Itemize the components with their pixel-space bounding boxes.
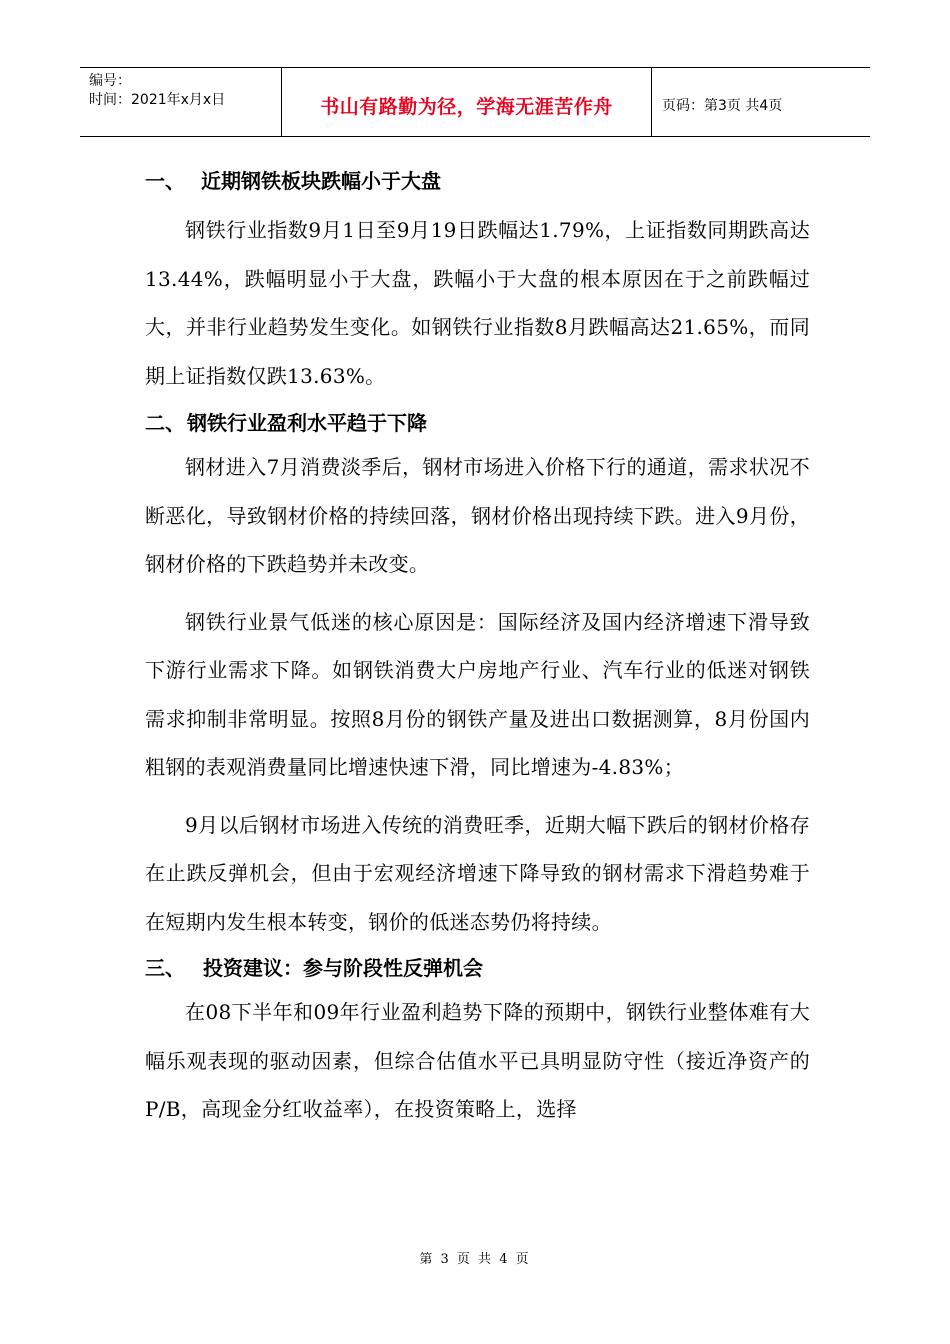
paragraph: 钢铁行业指数9月1日至9月19日跌幅达1.79%，上证指数同期跌高达13.44%，跌幅明显小于大盘，跌幅小于大盘的根本原因在于之前跌幅过大，并非行业趋势发生变化。如钢铁行业指数8月跌幅高达21.65%，而同期上证指数仅跌13.63%。 xyxy=(145,218,810,388)
section-heading-1 xyxy=(145,166,810,196)
section-number: 二、 xyxy=(145,411,185,435)
section-number: 三、 xyxy=(145,956,185,980)
header-motto-cell xyxy=(282,68,652,136)
section-heading-2 xyxy=(145,408,810,438)
paragraph: 9月以后钢材市场进入传统的消费旺季，近期大幅下跌后的钢材价格存在止跌反弹机会，但由于宏观经济增速下降导致的钢材需求下滑趋势难于在短期内发生根本转变，钢价的低迷态势仍将持续。 xyxy=(145,812,810,934)
paragraph: 在08下半年和09年行业盈利趋势下降的预期中，钢铁行业整体难有大幅乐观表现的驱动因素，但综合估值水平已具明显防守性（接近净资产的P/B，高现金分红收益率），在投资策略上，选择 xyxy=(145,1000,810,1121)
paragraph: 钢材进入7月消费淡季后，钢材市场进入价格下行的通道，需求状况不断恶化，导致钢材价格的持续回落，钢材价格出现持续下跌。进入9月份，钢材价格的下跌趋势并未改变。 xyxy=(145,455,810,576)
header-page-cell xyxy=(652,68,870,136)
section-title: 近期钢铁板块跌幅小于大盘 xyxy=(201,169,441,193)
document-body xyxy=(145,166,810,1134)
date-label: 时间：2021年x月x日 xyxy=(89,92,226,108)
section-title: 钢铁行业盈利水平趋于下降 xyxy=(187,411,427,435)
page-footer: 第 3 页 共 4 页 xyxy=(419,1252,531,1267)
section-title: 投资建议：参与阶段性反弹机会 xyxy=(203,956,483,980)
section-number: 一、 xyxy=(145,169,185,193)
header-meta-cell xyxy=(80,68,282,136)
section-heading-3 xyxy=(145,953,810,983)
serial-number-label: 编号： xyxy=(89,73,131,89)
page-info: 页码：第3页 共4页 xyxy=(662,98,783,114)
document-header xyxy=(80,67,870,137)
paragraph: 钢铁行业景气低迷的核心原因是：国际经济及国内经济增速下滑导致下游行业需求下降。如钢铁消费大户房地产行业、汽车行业的低迷对钢铁需求抑制非常明显。按照8月份的钢铁产量及进出口数据测算，8月份国内粗钢的表观消费量同比增速快速下滑，同比增速为-4.83%； xyxy=(145,609,810,779)
motto-text: 书山有路勤为径，学海无涯苦作舟 xyxy=(320,95,613,118)
